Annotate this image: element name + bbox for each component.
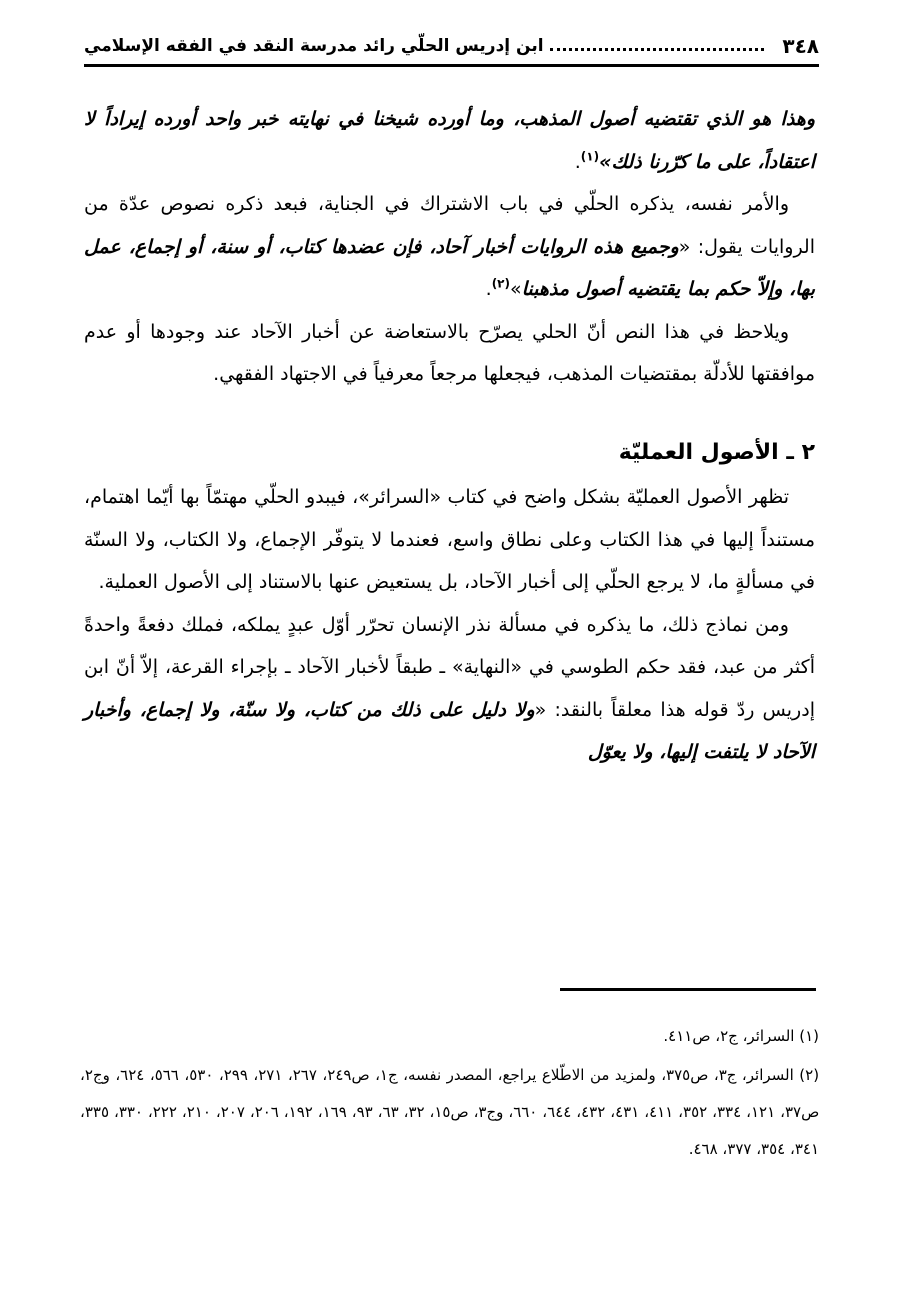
- paragraph-text: والأمر نفسه، يذكره الحلّي في باب الاشتراك في الجناية، فبعد ذكره نصوص عدّة من الروايات يقول: «: [84, 193, 815, 258]
- page-number: ٣٤٨: [782, 34, 819, 58]
- paragraph-end: .: [485, 278, 492, 300]
- main-text: [84, 98, 815, 774]
- footnote-2: (٢) السرائر، ج٣، ص٣٧٥، ولمزيد من الاطّلاع يراجع، المصدر نفسه، ج١، ص٢٤٩، ٢٦٧، ٢٧١، ٢٩٩، ٥٣٠، ٥٦٦، ٦٢٤، وج٢، ص٣٧، ١٢١، ٣٣٤، ٣٥٢، ٤١١، ٤٣١، ٤٣٢، ٦٤٤، ٦٦٠، وج٣، ص١٥، ٣٢، ٦٣، ٩٣، ١٦٩، ١٩٢، ٢٠٦، ٢٠٧، ٢١٠، ٢٢٢، ٣٣٠، ٣٣٥، ٣٤١، ٣٥٤، ٣٧٧، ٤٦٨.: [80, 1066, 820, 1158]
- paragraph-4: تظهر الأصول العمليّة بشكل واضح في كتاب «السرائر»، فيبدو الحلّي مهتمّاً بها أيّما اهتمام، مستنداً إليها في هذا الكتاب وعلى نطاق واسع، فعندما لا يتوفّر الإجماع، ولا الكتاب، ولا السنّة في مسألةٍ ما، لا يرجع الحلّي إلى أخبار الآحاد، بل يستعيض عنها بالاستناد إلى الأصول العملية.: [84, 486, 815, 593]
- footnotes: [80, 1018, 819, 1168]
- paragraph-5: [84, 604, 815, 774]
- footnote-rule: [560, 988, 816, 991]
- paragraph-1: [84, 98, 815, 183]
- quote-text: وهذا هو الذي تقتضيه أصول المذهب، وما أورده شيخنا في نهايته خبر واحد أورده إيراداً لا اعتقاداً، على ما كرّرنا ذلك»: [84, 108, 815, 173]
- quote-close: »: [509, 278, 522, 300]
- paragraph-end: .: [574, 150, 581, 173]
- footnote-marker-2: (٢): [491, 276, 510, 291]
- quote-text: ولا دليل على ذلك من كتاب، ولا سنّة، ولا إجماع، وأخبار الآحاد لا يلتفت إليها، ولا يعوّل: [84, 698, 815, 763]
- section-heading: ٢ ـ الأصول العمليّة: [618, 439, 815, 465]
- header-rule: [84, 64, 819, 67]
- header-dot-leader: [550, 46, 765, 51]
- paragraph-2: [84, 183, 815, 311]
- running-header: [84, 28, 819, 64]
- quote-text: وجميع هذه الروايات أخبار آحاد، فإن عضدها كتاب، أو سنة، أو إجماع، عمل بها، وإلاّ حكم بما يقتضيه أصول مذهبنا: [84, 235, 815, 300]
- header-title: ابن إدريس الحلّي رائد مدرسة النقد في الفقه الإسلامي: [84, 36, 544, 56]
- paragraph-3: ويلاحظ في هذا النص أنّ الحلي يصرّح بالاستعاضة عن أخبار الآحاد عند وجودها أو عدم موافقتها للأدلّة بمقتضيات المذهب، فيجعلها مرجعاً معرفياً في الاجتهاد الفقهي.: [84, 320, 815, 385]
- paragraph-text: ومن نماذج ذلك، ما يذكره في مسألة نذر الإنسان تحرّر أوّل عبدٍ يملكه، فملك دفعةً واحدةً أكثر من عبد، فقد حكم الطوسي في «النهاية» ـ طبقاً لأخبار الآحاد ـ بإجراء القرعة، إلاّ أنّ ابن إدريس ردّ قوله هذا معلقاً بالنقد: «: [84, 613, 815, 721]
- footnote-1: (١) السرائر، ج٢، ص٤١١.: [663, 1027, 819, 1045]
- footnote-marker-1: (١): [580, 149, 600, 164]
